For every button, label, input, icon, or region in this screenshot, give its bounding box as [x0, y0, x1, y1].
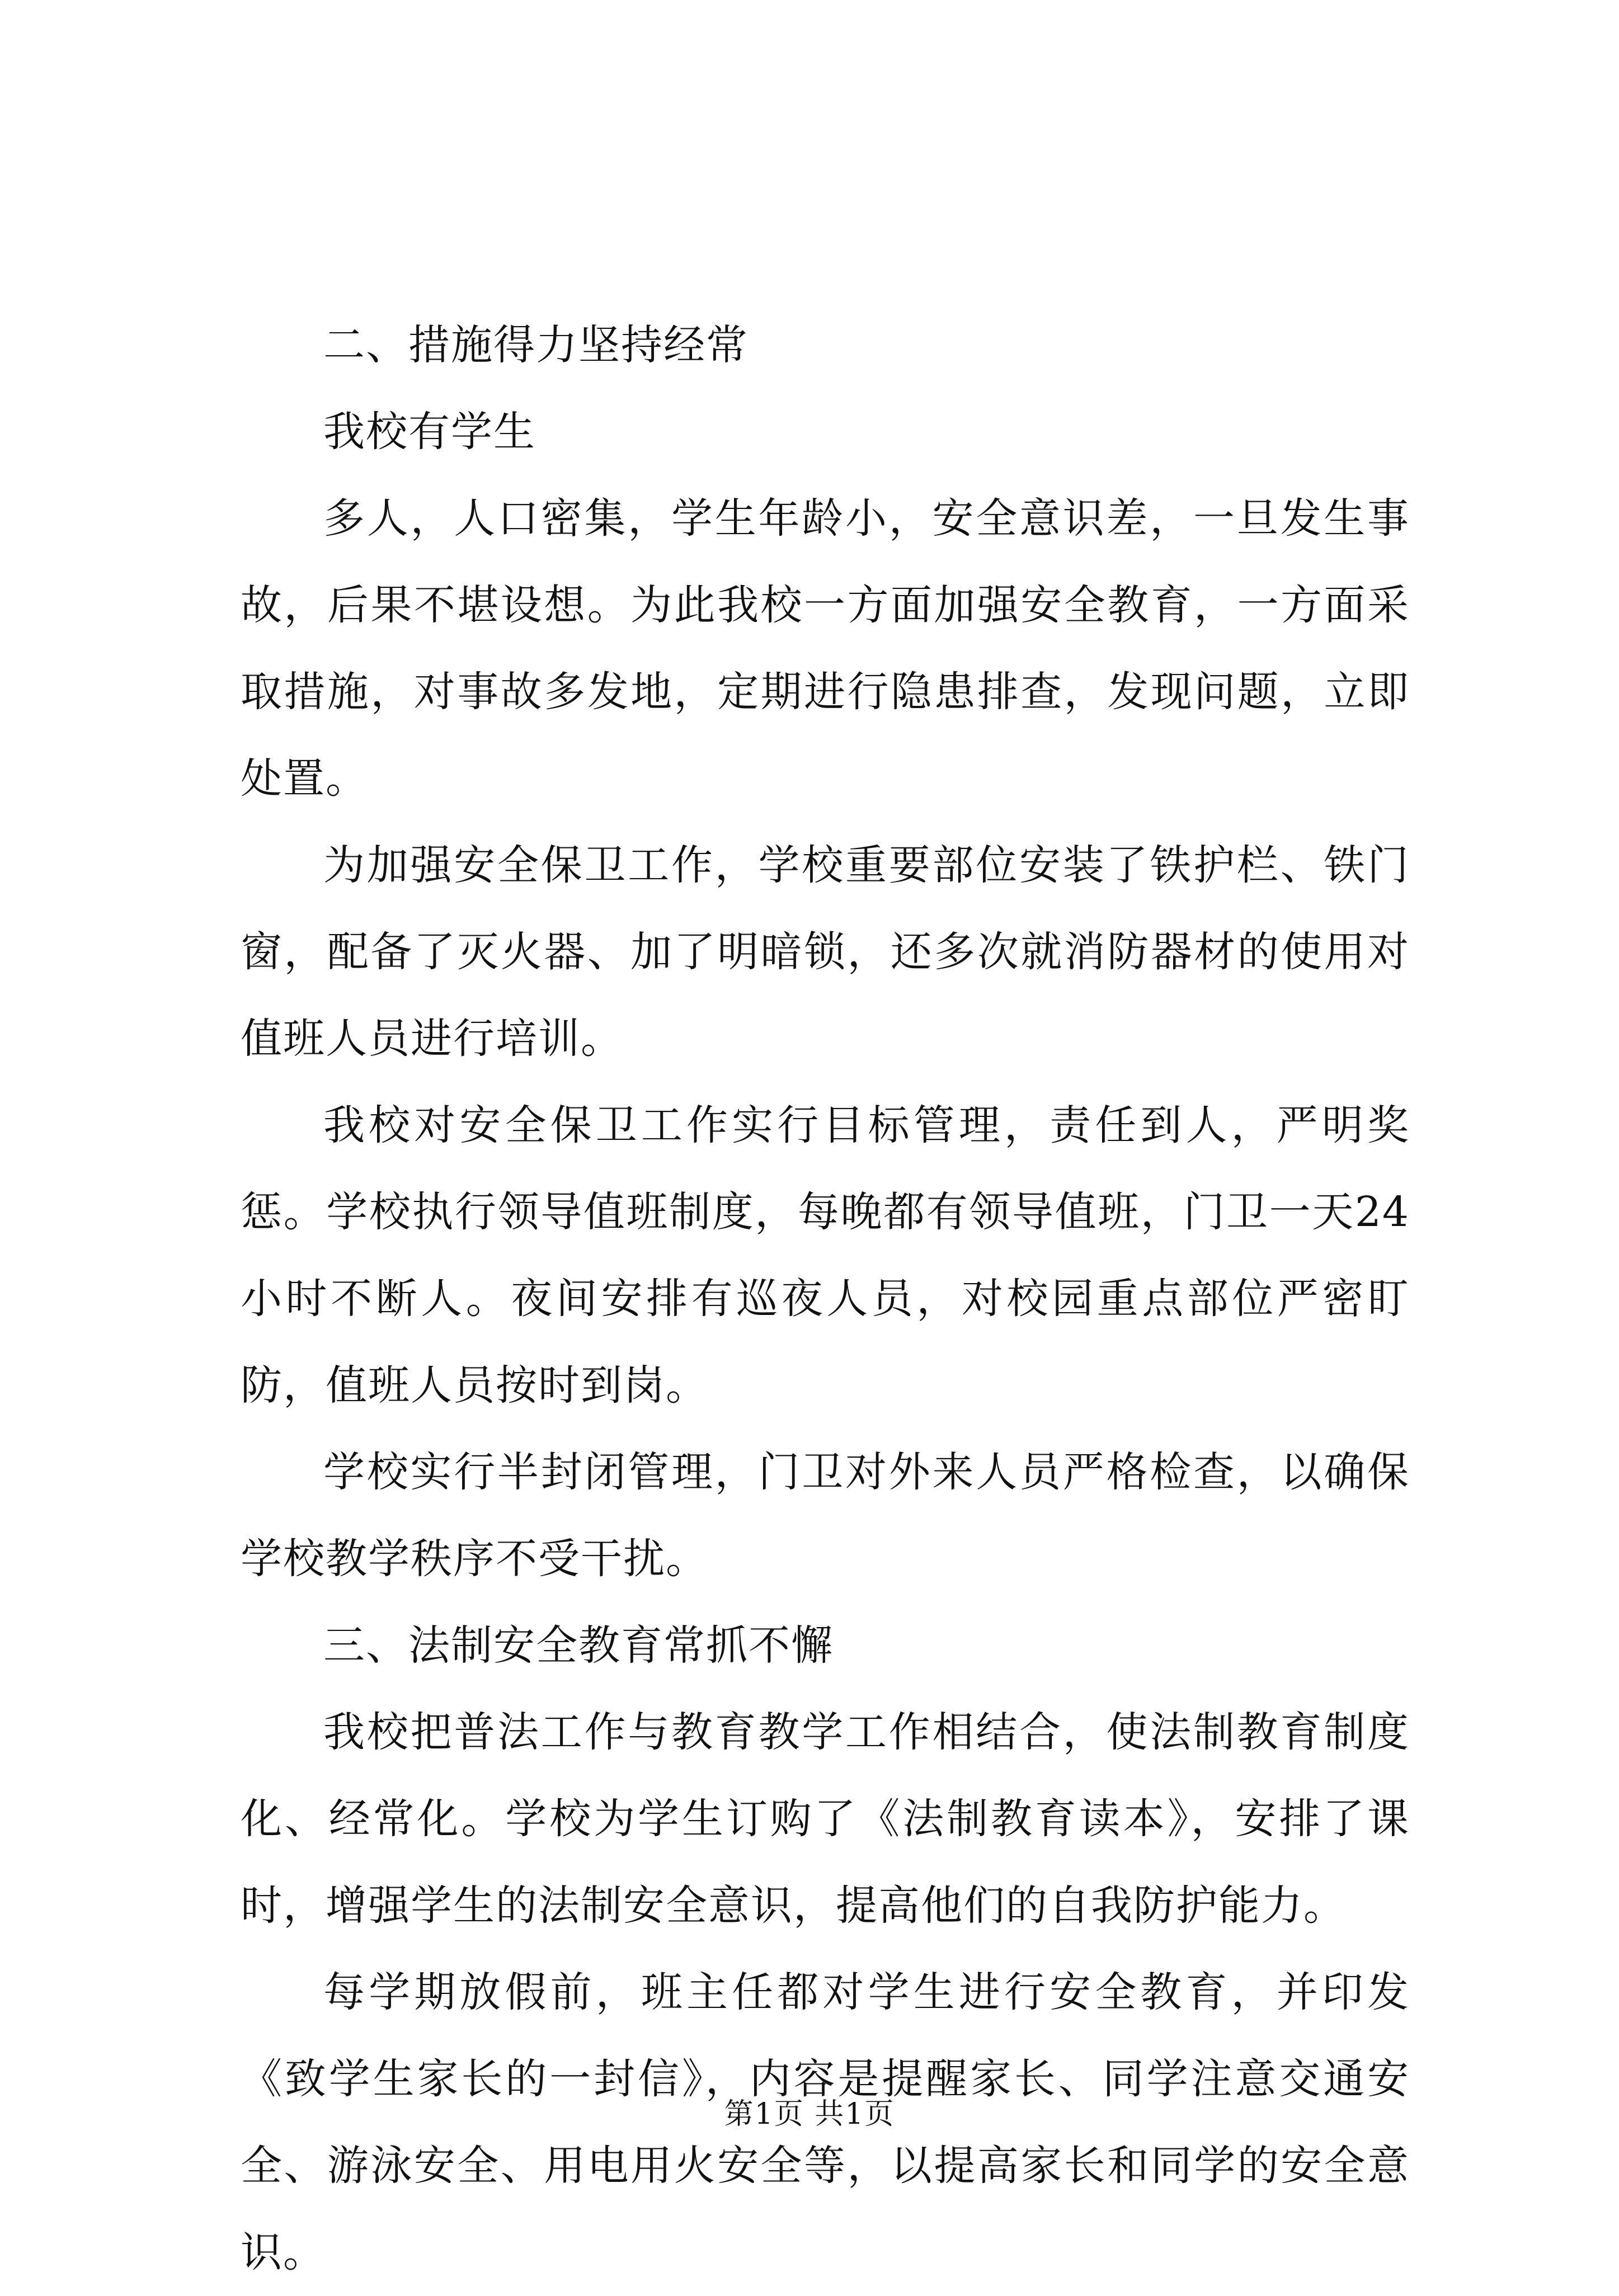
paragraph: 每学期放假前，班主任都对学生进行安全教育，并印发《致学生家长的一封信》，内容是提醒家长、同学注意交通安全、游泳安全、用电用火安全等，以提高家长和同学的安全意识。: [241, 1968, 1410, 2276]
paragraph: 我校把普法工作与教育教学工作相结合，使法制教育制度化、经常化。学校为学生订购了《法制教育读本》，安排了课时，增强学生的法制安全意识，提高他们的自我防护能力。: [241, 1708, 1410, 1930]
paragraph: 多人，人口密集，学生年龄小，安全意识差，一旦发生事故，后果不堪设想。为此我校一方面加强安全教育，一方面采取措施，对事故多发地，定期进行隐患排查，发现问题，立即处置。: [241, 494, 1410, 803]
paragraph: 为加强安全保卫工作，学校重要部位安装了铁护栏、铁门窗，配备了灭火器、加了明暗锁，还多次就消防器材的使用对值班人员进行培训。: [241, 841, 1410, 1063]
page-footer: [0, 2095, 1619, 2134]
page-number: 第1页 共1页: [724, 2097, 895, 2131]
paragraph: 我校对安全保卫工作实行目标管理，责任到人，严明奖惩。学校执行领导值班制度，每晚都有领导值班，门卫一天24小时不断人。夜间安排有巡夜人员，对校园重点部位严密盯防，值班人员按时到岗。: [241, 1101, 1410, 1409]
section-heading-2: 二、措施得力坚持经常: [323, 321, 749, 369]
document-body: [241, 302, 1410, 2296]
paragraph: 我校有学生: [323, 408, 536, 456]
section-heading-3: 三、法制安全教育常抓不懈: [323, 1621, 834, 1670]
paragraph: 学校实行半封闭管理，门卫对外来人员严格检查，以确保学校教学秩序不受干扰。: [241, 1448, 1410, 1583]
